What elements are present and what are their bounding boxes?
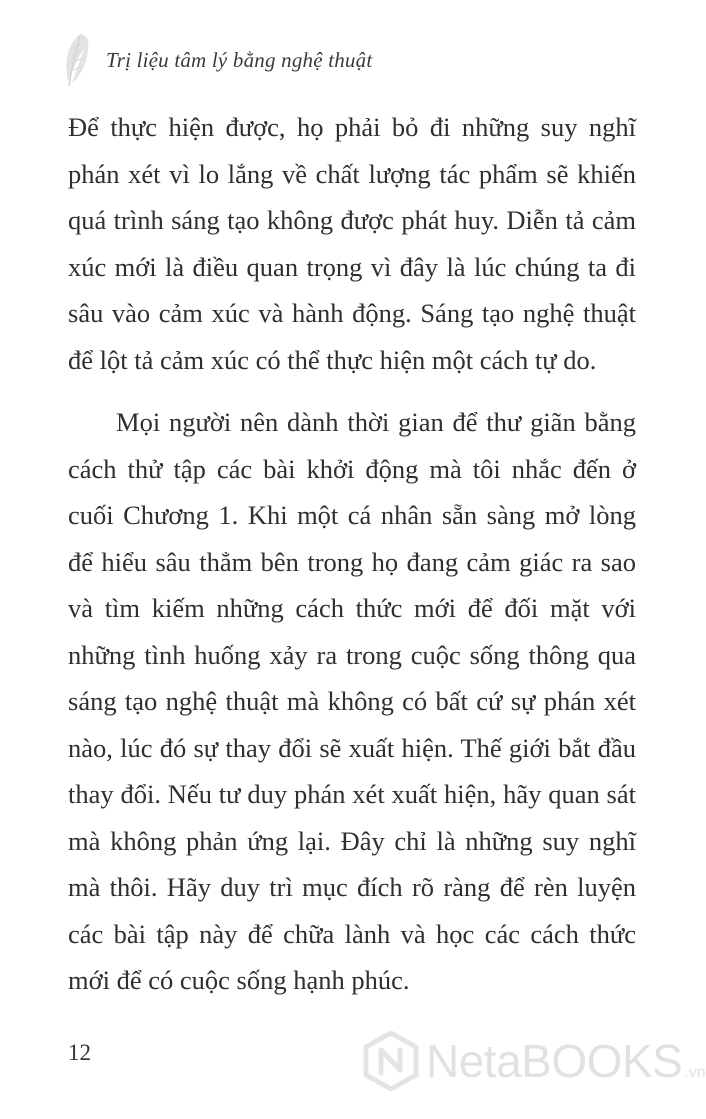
running-header [58, 30, 372, 90]
body-text [68, 104, 636, 1004]
netabooks-logo-icon [362, 1030, 420, 1092]
paragraph-2: Mọi người nên dành thời gian để thư giãn bằng cách thử tập các bài khởi động mà tôi nhắc đến ở cuối Chương 1. Khi một cá nhân sẵn sàng mở lòng để hiểu sâu thẳm bên trong họ đang cảm giác ra sao và tìm kiếm những cách thức mới để đối mặt với những tình huống xảy ra trong cuộc sống thông qua sáng tạo nghệ thuật mà không có bất cứ sự phán xét nào, lúc đó sự thay đổi sẽ xuất hiện. Thế giới bắt đầu thay đổi. Nếu tư duy phán xét xuất hiện, hãy quan sát mà không phản ứng lại. Đây chỉ là những suy nghĩ mà thôi. Hãy duy trì mục đích rõ ràng để rèn luyện các bài tập này để chữa lành và học các cách thức mới để có cuộc sống hạnh phúc. [68, 407, 636, 995]
feather-icon [58, 30, 98, 90]
watermark-brand: NetaBOOKS [426, 1035, 683, 1087]
watermark-suffix: .vn [684, 1064, 706, 1081]
page-number: 12 [68, 1040, 91, 1065]
watermark [362, 1030, 706, 1092]
paragraph-1: Để thực hiện được, họ phải bỏ đi những suy nghĩ phán xét vì lo lắng về chất lượng tác phẩm sẽ khiến quá trình sáng tạo không được phát huy. Diễn tả cảm xúc mới là điều quan trọng vì đây là lúc chúng ta đi sâu vào cảm xúc và hành động. Sáng tạo nghệ thuật để lột tả cảm xúc có thể thực hiện một cách tự do. [68, 112, 636, 375]
running-header-title: Trị liệu tâm lý bằng nghệ thuật [106, 47, 373, 72]
